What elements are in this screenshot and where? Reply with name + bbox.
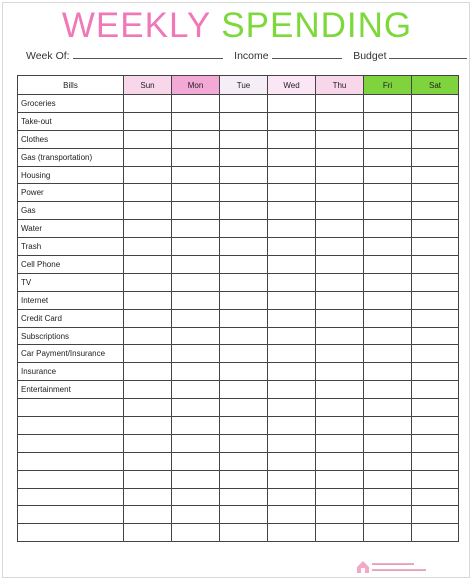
amount-cell[interactable] (172, 202, 220, 220)
amount-cell[interactable] (172, 95, 220, 113)
amount-cell[interactable] (220, 524, 268, 542)
amount-cell[interactable] (124, 452, 172, 470)
amount-cell[interactable] (220, 256, 268, 274)
amount-cell[interactable] (172, 309, 220, 327)
amount-cell[interactable] (364, 434, 412, 452)
meta-row (26, 48, 467, 62)
week-of-label: Week Of: (26, 50, 70, 62)
column-header-tue: Tue (220, 76, 268, 95)
bill-label: TV (18, 273, 124, 291)
amount-cell[interactable] (412, 238, 459, 256)
amount-cell[interactable] (316, 381, 364, 399)
bill-label: Groceries (18, 95, 124, 113)
amount-cell[interactable] (268, 220, 316, 238)
amount-cell[interactable] (220, 220, 268, 238)
amount-cell[interactable] (268, 452, 316, 470)
week-of-field[interactable] (73, 48, 223, 59)
bill-label (18, 452, 124, 470)
bill-label: Entertainment (18, 381, 124, 399)
bill-label (18, 434, 124, 452)
amount-cell[interactable] (364, 148, 412, 166)
table-row (18, 202, 459, 220)
amount-cell[interactable] (220, 309, 268, 327)
bill-label: Subscriptions (18, 327, 124, 345)
amount-cell[interactable] (268, 291, 316, 309)
amount-cell[interactable] (124, 363, 172, 381)
table-row (18, 291, 459, 309)
budget-field[interactable] (389, 48, 467, 59)
table-row (18, 488, 459, 506)
amount-cell[interactable] (316, 273, 364, 291)
amount-cell[interactable] (268, 130, 316, 148)
table-row (18, 399, 459, 417)
amount-cell[interactable] (220, 184, 268, 202)
amount-cell[interactable] (172, 417, 220, 435)
amount-cell[interactable] (364, 381, 412, 399)
amount-cell[interactable] (316, 470, 364, 488)
amount-cell[interactable] (412, 434, 459, 452)
amount-cell[interactable] (172, 524, 220, 542)
amount-cell[interactable] (172, 184, 220, 202)
bill-label: Trash (18, 238, 124, 256)
amount-cell[interactable] (316, 345, 364, 363)
amount-cell[interactable] (268, 488, 316, 506)
amount-cell[interactable] (364, 309, 412, 327)
amount-cell[interactable] (364, 363, 412, 381)
amount-cell[interactable] (268, 363, 316, 381)
amount-cell[interactable] (364, 470, 412, 488)
amount-cell[interactable] (124, 166, 172, 184)
amount-cell[interactable] (412, 363, 459, 381)
amount-cell[interactable] (220, 399, 268, 417)
amount-cell[interactable] (124, 273, 172, 291)
bill-label: Take-out (18, 112, 124, 130)
column-header-sat: Sat (412, 76, 459, 95)
amount-cell[interactable] (364, 399, 412, 417)
amount-cell[interactable] (124, 256, 172, 274)
amount-cell[interactable] (172, 112, 220, 130)
amount-cell[interactable] (220, 291, 268, 309)
amount-cell[interactable] (220, 470, 268, 488)
amount-cell[interactable] (220, 202, 268, 220)
amount-cell[interactable] (364, 524, 412, 542)
amount-cell[interactable] (316, 220, 364, 238)
brand-mark: ▬▬▬▬▬▬▬ ▬▬▬▬▬▬▬▬▬ (372, 561, 426, 573)
amount-cell[interactable] (268, 506, 316, 524)
amount-cell[interactable] (124, 112, 172, 130)
amount-cell[interactable] (316, 148, 364, 166)
amount-cell[interactable] (172, 327, 220, 345)
bill-label (18, 470, 124, 488)
income-label: Income (234, 50, 269, 62)
column-header-fri: Fri (364, 76, 412, 95)
amount-cell[interactable] (316, 291, 364, 309)
amount-cell[interactable] (364, 506, 412, 524)
amount-cell[interactable] (220, 130, 268, 148)
amount-cell[interactable] (316, 184, 364, 202)
amount-cell[interactable] (364, 220, 412, 238)
amount-cell[interactable] (316, 488, 364, 506)
table-row (18, 112, 459, 130)
table-body (18, 95, 459, 542)
amount-cell[interactable] (172, 166, 220, 184)
amount-cell[interactable] (316, 399, 364, 417)
header-row (18, 76, 459, 95)
amount-cell[interactable] (316, 452, 364, 470)
amount-cell[interactable] (124, 202, 172, 220)
amount-cell[interactable] (412, 452, 459, 470)
amount-cell[interactable] (172, 130, 220, 148)
amount-cell[interactable] (364, 184, 412, 202)
amount-cell[interactable] (364, 452, 412, 470)
amount-cell[interactable] (268, 184, 316, 202)
amount-cell[interactable] (172, 506, 220, 524)
amount-cell[interactable] (220, 381, 268, 399)
bill-label: Insurance (18, 363, 124, 381)
amount-cell[interactable] (268, 202, 316, 220)
table-row (18, 95, 459, 113)
amount-cell[interactable] (172, 256, 220, 274)
amount-cell[interactable] (124, 399, 172, 417)
amount-cell[interactable] (364, 238, 412, 256)
amount-cell[interactable] (220, 434, 268, 452)
amount-cell[interactable] (172, 452, 220, 470)
amount-cell[interactable] (124, 470, 172, 488)
amount-cell[interactable] (412, 470, 459, 488)
amount-cell[interactable] (124, 488, 172, 506)
amount-cell[interactable] (124, 417, 172, 435)
amount-cell[interactable] (172, 363, 220, 381)
table-row (18, 220, 459, 238)
amount-cell[interactable] (172, 291, 220, 309)
amount-cell[interactable] (364, 345, 412, 363)
amount-cell[interactable] (268, 238, 316, 256)
amount-cell[interactable] (220, 452, 268, 470)
amount-cell[interactable] (316, 524, 364, 542)
amount-cell[interactable] (364, 291, 412, 309)
table-row (18, 130, 459, 148)
amount-cell[interactable] (412, 345, 459, 363)
amount-cell[interactable] (316, 95, 364, 113)
amount-cell[interactable] (268, 273, 316, 291)
amount-cell[interactable] (412, 291, 459, 309)
amount-cell[interactable] (316, 434, 364, 452)
amount-cell[interactable] (316, 417, 364, 435)
column-header-thu: Thu (316, 76, 364, 95)
column-header-sun: Sun (124, 76, 172, 95)
amount-cell[interactable] (412, 166, 459, 184)
amount-cell[interactable] (220, 417, 268, 435)
bill-label: Car Payment/Insurance (18, 345, 124, 363)
amount-cell[interactable] (268, 256, 316, 274)
amount-cell[interactable] (172, 434, 220, 452)
title-weekly: WEEKLY (61, 6, 211, 45)
table-row (18, 148, 459, 166)
amount-cell[interactable] (316, 363, 364, 381)
amount-cell[interactable] (172, 488, 220, 506)
amount-cell[interactable] (124, 238, 172, 256)
table-row (18, 381, 459, 399)
column-header-bills: Bills (18, 76, 124, 95)
table-row (18, 363, 459, 381)
table-row (18, 238, 459, 256)
amount-cell[interactable] (412, 417, 459, 435)
amount-cell[interactable] (268, 524, 316, 542)
table-row (18, 256, 459, 274)
amount-cell[interactable] (124, 130, 172, 148)
amount-cell[interactable] (268, 309, 316, 327)
amount-cell[interactable] (364, 112, 412, 130)
amount-cell[interactable] (412, 220, 459, 238)
amount-cell[interactable] (124, 184, 172, 202)
amount-cell[interactable] (172, 238, 220, 256)
amount-cell[interactable] (268, 112, 316, 130)
amount-cell[interactable] (412, 256, 459, 274)
table-row (18, 434, 459, 452)
amount-cell[interactable] (412, 148, 459, 166)
column-header-wed: Wed (268, 76, 316, 95)
amount-cell[interactable] (412, 381, 459, 399)
amount-cell[interactable] (124, 345, 172, 363)
amount-cell[interactable] (364, 488, 412, 506)
amount-cell[interactable] (172, 381, 220, 399)
bill-label (18, 488, 124, 506)
bill-label (18, 506, 124, 524)
amount-cell[interactable] (316, 309, 364, 327)
amount-cell[interactable] (268, 417, 316, 435)
amount-cell[interactable] (220, 327, 268, 345)
amount-cell[interactable] (172, 220, 220, 238)
amount-cell[interactable] (124, 291, 172, 309)
amount-cell[interactable] (364, 202, 412, 220)
amount-cell[interactable] (412, 184, 459, 202)
page-title (0, 6, 474, 46)
bill-label: Power (18, 184, 124, 202)
amount-cell[interactable] (412, 273, 459, 291)
amount-cell[interactable] (412, 399, 459, 417)
table-row (18, 524, 459, 542)
amount-cell[interactable] (172, 470, 220, 488)
table-row (18, 273, 459, 291)
amount-cell[interactable] (220, 95, 268, 113)
amount-cell[interactable] (316, 166, 364, 184)
amount-cell[interactable] (268, 345, 316, 363)
amount-cell[interactable] (364, 256, 412, 274)
income-field[interactable] (272, 48, 342, 59)
amount-cell[interactable] (220, 363, 268, 381)
amount-cell[interactable] (364, 130, 412, 148)
amount-cell[interactable] (412, 112, 459, 130)
amount-cell[interactable] (316, 112, 364, 130)
bill-label (18, 417, 124, 435)
bill-label: Gas (18, 202, 124, 220)
bill-label: Cell Phone (18, 256, 124, 274)
table-row (18, 470, 459, 488)
amount-cell[interactable] (268, 470, 316, 488)
amount-cell[interactable] (124, 220, 172, 238)
table-row (18, 452, 459, 470)
table-row (18, 309, 459, 327)
bill-label (18, 399, 124, 417)
amount-cell[interactable] (220, 273, 268, 291)
table-row (18, 166, 459, 184)
table-row (18, 417, 459, 435)
bill-label: Gas (transportation) (18, 148, 124, 166)
amount-cell[interactable] (364, 95, 412, 113)
house-icon (356, 560, 370, 574)
amount-cell[interactable] (220, 345, 268, 363)
amount-cell[interactable] (316, 202, 364, 220)
amount-cell[interactable] (124, 327, 172, 345)
amount-cell[interactable] (316, 238, 364, 256)
amount-cell[interactable] (172, 273, 220, 291)
amount-cell[interactable] (268, 148, 316, 166)
amount-cell[interactable] (124, 309, 172, 327)
bill-label: Water (18, 220, 124, 238)
amount-cell[interactable] (124, 524, 172, 542)
amount-cell[interactable] (268, 434, 316, 452)
amount-cell[interactable] (220, 238, 268, 256)
amount-cell[interactable] (268, 166, 316, 184)
table-row (18, 327, 459, 345)
spending-table (17, 75, 459, 542)
amount-cell[interactable] (316, 130, 364, 148)
amount-cell[interactable] (268, 381, 316, 399)
amount-cell[interactable] (172, 399, 220, 417)
column-header-mon: Mon (172, 76, 220, 95)
amount-cell[interactable] (412, 309, 459, 327)
amount-cell[interactable] (364, 417, 412, 435)
amount-cell[interactable] (316, 327, 364, 345)
amount-cell[interactable] (412, 202, 459, 220)
amount-cell[interactable] (124, 506, 172, 524)
amount-cell[interactable] (124, 95, 172, 113)
amount-cell[interactable] (124, 434, 172, 452)
amount-cell[interactable] (172, 148, 220, 166)
amount-cell[interactable] (364, 166, 412, 184)
bill-label: Internet (18, 291, 124, 309)
amount-cell[interactable] (268, 327, 316, 345)
table-row (18, 184, 459, 202)
amount-cell[interactable] (412, 130, 459, 148)
amount-cell[interactable] (220, 148, 268, 166)
bill-label (18, 524, 124, 542)
amount-cell[interactable] (124, 148, 172, 166)
table-row (18, 506, 459, 524)
bill-label: Clothes (18, 130, 124, 148)
amount-cell[interactable] (364, 327, 412, 345)
title-spending: SPENDING (221, 6, 413, 45)
bill-label: Housing (18, 166, 124, 184)
bill-label: Credit Card (18, 309, 124, 327)
amount-cell[interactable] (220, 166, 268, 184)
amount-cell[interactable] (172, 345, 220, 363)
amount-cell[interactable] (412, 95, 459, 113)
amount-cell[interactable] (364, 273, 412, 291)
amount-cell[interactable] (412, 327, 459, 345)
amount-cell[interactable] (412, 506, 459, 524)
budget-label: Budget (353, 50, 387, 62)
table-row (18, 345, 459, 363)
amount-cell[interactable] (412, 524, 459, 542)
amount-cell[interactable] (412, 488, 459, 506)
amount-cell[interactable] (220, 488, 268, 506)
amount-cell[interactable] (316, 256, 364, 274)
amount-cell[interactable] (268, 95, 316, 113)
amount-cell[interactable] (124, 381, 172, 399)
amount-cell[interactable] (220, 112, 268, 130)
amount-cell[interactable] (316, 506, 364, 524)
amount-cell[interactable] (220, 506, 268, 524)
amount-cell[interactable] (268, 399, 316, 417)
